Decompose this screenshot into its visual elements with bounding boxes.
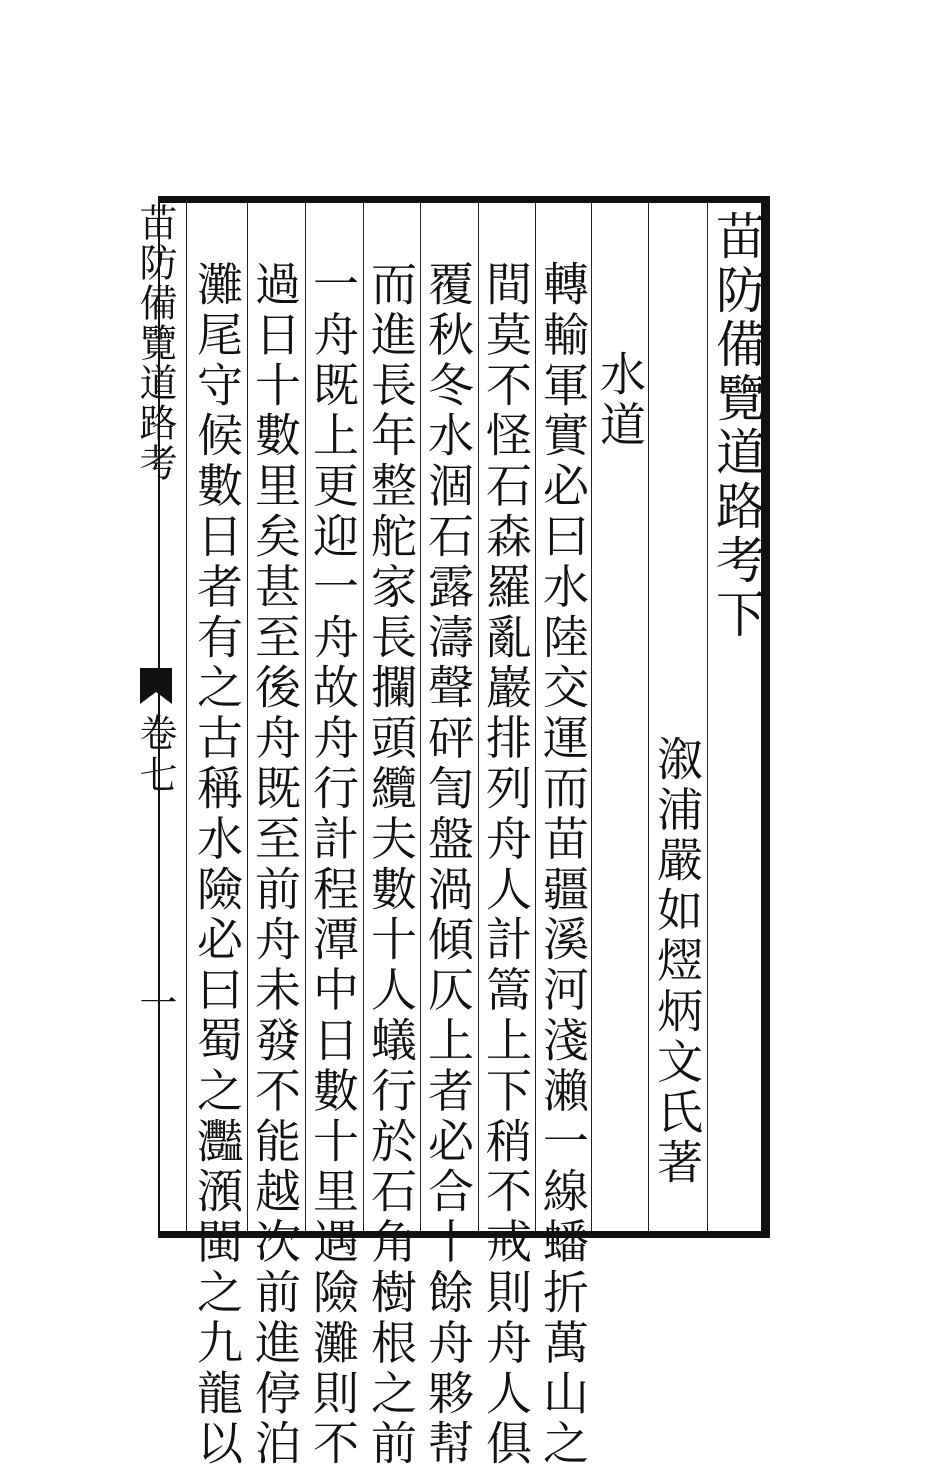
- text-column-6: 過日十數里矣甚至後舟既至前舟未發不能越次前進停泊: [248, 260, 302, 1470]
- text-column-4: 而進長年整舵家長攔頭纜夫數十人蟻行於石角樹根之前: [364, 260, 418, 1470]
- column-rule: [591, 203, 592, 1231]
- spine-title: 苗防備覽道路考: [133, 203, 177, 483]
- book-title: 苗防備覽道路考下: [708, 210, 766, 642]
- text-column-3: 覆秋冬水涸石露濤聲砰訇盤渦傾仄上者必合十餘舟夥幇: [421, 260, 475, 1470]
- spine-margin: [133, 203, 177, 1231]
- author-line: 溆浦嚴如熤炳文氏著: [650, 735, 704, 1189]
- section-heading: 水道: [593, 350, 647, 451]
- text-column-2: 間莫不怪石森羅亂巖排列舟人計篙上下稍不戒則舟人俱: [479, 260, 533, 1470]
- fish-tail-icon: [138, 666, 174, 706]
- page-number: 一: [133, 983, 177, 1021]
- text-column-1: 轉輸軍實必曰水陸交運而苗疆溪河淺瀨一線蟠折萬山之: [536, 260, 590, 1470]
- column-rule: [186, 203, 187, 1231]
- text-column-5: 一舟既上更迎一舟故舟行計程潭中日數十里遇險灘則不: [306, 260, 360, 1470]
- column-rule: [648, 203, 649, 1231]
- text-column-7: 灘尾守候數日者有之古稱水險必曰蜀之灩澦閩之九龍以: [190, 260, 244, 1470]
- volume-number: 卷七: [133, 713, 177, 797]
